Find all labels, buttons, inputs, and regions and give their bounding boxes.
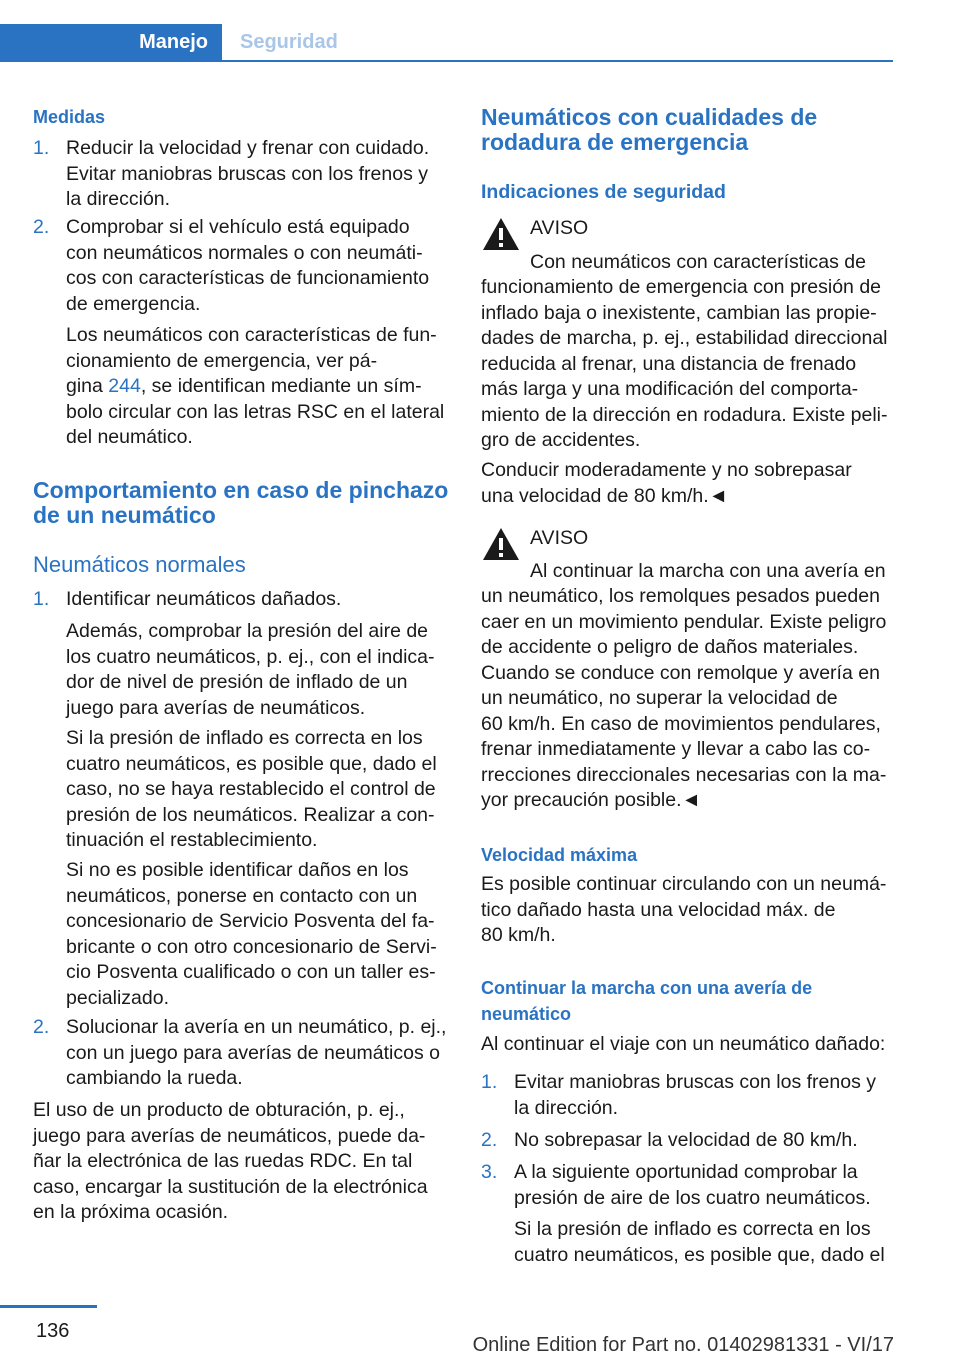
warning-label: AVISO bbox=[530, 527, 589, 549]
warning-triangle-icon bbox=[481, 526, 521, 562]
section-title-pinchazo: Comportamiento en caso de pinchazo de un neumático bbox=[33, 477, 449, 528]
subsection-title-normales: Neumáticos normales bbox=[33, 552, 246, 577]
page-number: 136 bbox=[36, 1320, 70, 1342]
tab-seguridad[interactable]: Seguridad bbox=[240, 31, 338, 53]
edition-note: Online Edition for Part no. 01402981331 - VI/17 bbox=[472, 1334, 894, 1356]
text-line: Evitar maniobras bruscas con los frenos y bbox=[66, 162, 428, 185]
text-line: cos con características de funcionamiento bbox=[66, 267, 430, 289]
warning-triangle-icon bbox=[481, 216, 521, 252]
text-line: con neumáticos normales o con neumáti‐ bbox=[66, 241, 423, 264]
vmax-paragraph: Es posible continuar circulando con un neumá‐ tico dañado hasta una velocidad máx. de 80 km/h. bbox=[481, 873, 887, 946]
footer-rule bbox=[0, 1305, 97, 1308]
tab-manejo[interactable]: Manejo bbox=[0, 24, 222, 62]
safety-title: Indicaciones de seguridad bbox=[481, 181, 726, 203]
medidas-title: Medidas bbox=[33, 107, 106, 127]
page-link-244[interactable]: 244 bbox=[108, 375, 141, 397]
continue-title: Continuar la marcha con una avería de neumático bbox=[481, 978, 813, 1024]
text-line: Reducir la velocidad y frenar con cuidado. bbox=[66, 137, 430, 159]
text-line: la dirección. bbox=[66, 188, 171, 210]
warning-label: AVISO bbox=[530, 217, 589, 239]
warning1-paragraph-2: Conducir moderadamente y no sobrepasar una velocidad de 80 km/h.◄ bbox=[481, 459, 852, 507]
vmax-title: Velocidad máxima bbox=[481, 845, 638, 865]
text-line: Comprobar si el vehículo está equipado bbox=[66, 216, 410, 238]
section-title-rsc: Neumáticos con cualidades de rodadura de emergencia bbox=[481, 104, 818, 155]
closing-paragraph: El uso de un producto de obturación, p. ej., juego para averías de neumáticos, puede da‐ ñar la electrónica de las ruedas RDC. En tal caso, encargar la sustitución de la electrónica en la próxima ocasión. bbox=[33, 1099, 428, 1223]
header-tabs bbox=[0, 24, 893, 62]
continue-intro: Al continuar el viaje con un neumático dañado: bbox=[481, 1033, 886, 1055]
header-rule bbox=[222, 60, 893, 62]
text-line: de emergencia. bbox=[66, 292, 201, 315]
